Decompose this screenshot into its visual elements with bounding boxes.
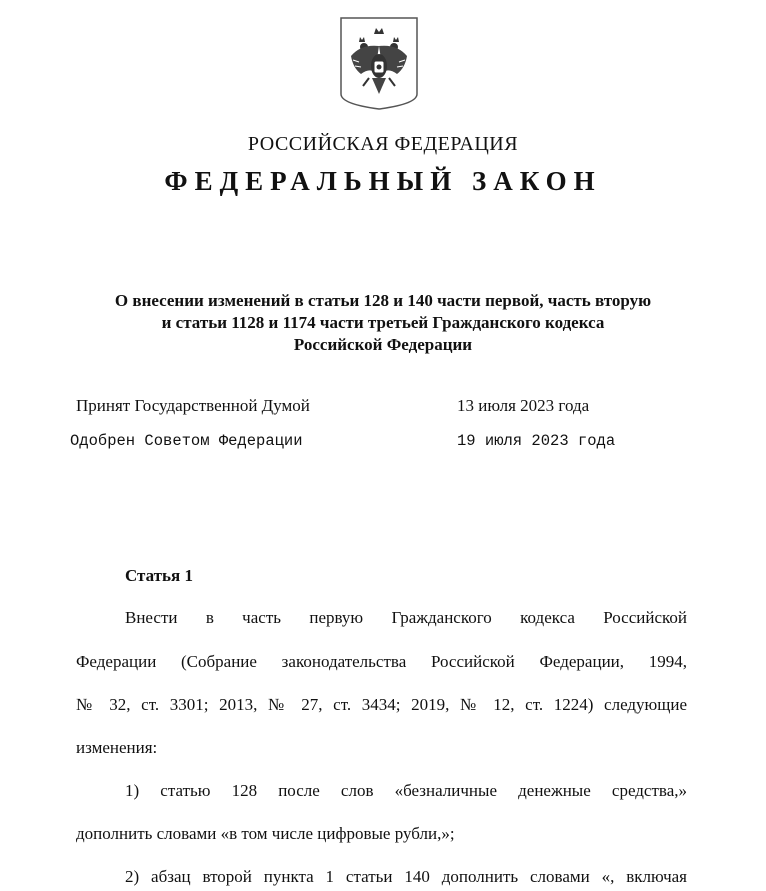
country-name: РОССИЙСКАЯ ФЕДЕРАЦИЯ	[247, 133, 519, 155]
council-approval-date: 19 июля 2023 года	[457, 432, 616, 450]
article-text-line: 1) статью 128 после слов «безналичные денежные средства,»	[125, 781, 687, 800]
council-approval-label: Одобрен Советом Федерации	[70, 432, 303, 450]
law-title-line: Российской Федерации	[293, 335, 473, 354]
double-headed-eagle-icon	[339, 16, 419, 111]
duma-adoption-date: 13 июля 2023 года	[457, 396, 590, 415]
article-text-line: № 32, ст. 3301; 2013, № 27, ст. 3434; 2019, № 12, ст. 1224) следующие	[76, 695, 687, 714]
article-heading: Статья 1	[125, 566, 193, 585]
document-type: ФЕДЕРАЛЬНЫЙ ЗАКОН	[164, 166, 602, 196]
article-text-line: Федерации (Собрание законодательства Российской Федерации, 1994,	[76, 652, 687, 671]
article-text-line: дополнить словами «в том числе цифровые рубли,»;	[76, 824, 455, 843]
article-text-line: Внести в часть первую Гражданского кодекса Российской	[125, 608, 687, 627]
law-title	[60, 290, 706, 356]
article-text-line: изменения:	[76, 738, 158, 757]
law-title-line: О внесении изменений в статьи 128 и 140 части первой, часть вторую	[114, 291, 652, 310]
article-text-line: 2) абзац второй пункта 1 статьи 140 дополнить словами «, включая	[125, 867, 687, 886]
law-title-line: и статьи 1128 и 1174 части третьей Гражданского кодекса	[161, 313, 605, 332]
coat-of-arms-emblem	[339, 16, 419, 111]
duma-adoption-label: Принят Государственной Думой	[76, 396, 310, 415]
